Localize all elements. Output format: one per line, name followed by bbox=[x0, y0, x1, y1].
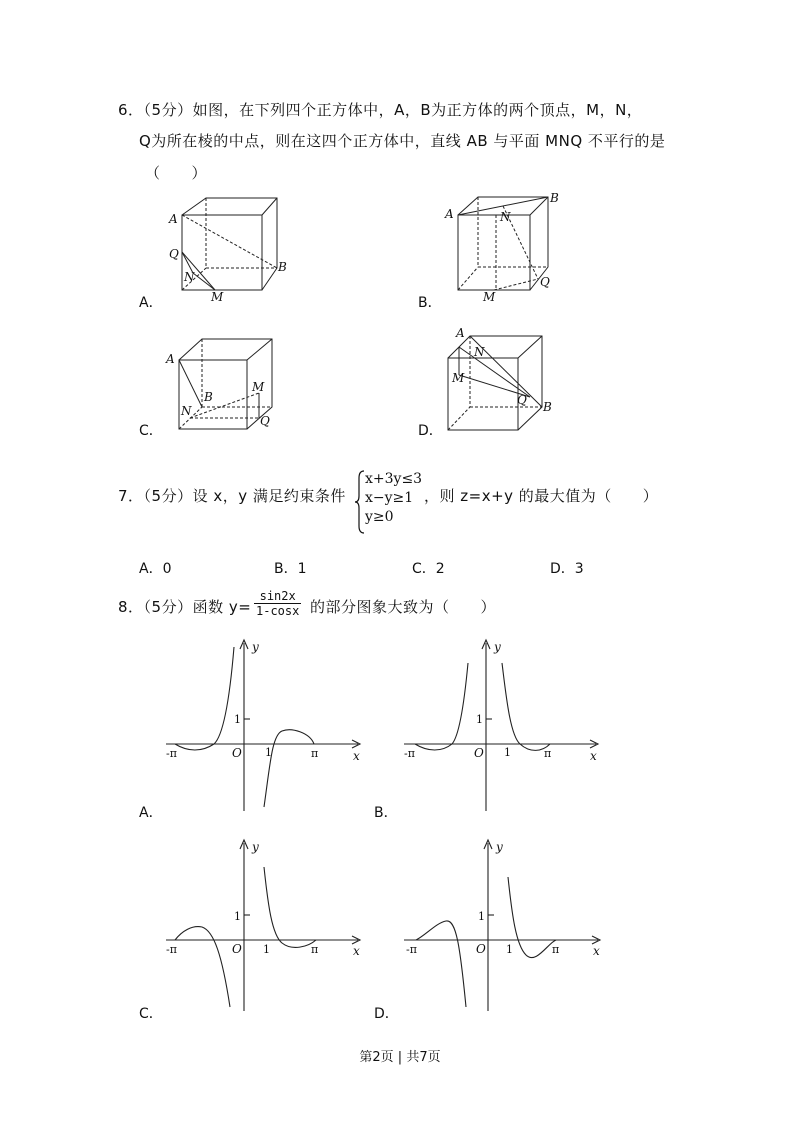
cube-figure-d bbox=[440, 325, 580, 435]
svg-text:π: π bbox=[552, 943, 560, 956]
svg-text:1: 1 bbox=[476, 713, 483, 726]
cube-c-label-n: N bbox=[181, 404, 192, 418]
cube-figure-b bbox=[440, 185, 580, 305]
cube-b-label-a: A bbox=[445, 207, 454, 221]
svg-text:1: 1 bbox=[234, 713, 241, 726]
graph-a bbox=[160, 635, 370, 815]
svg-text:y: y bbox=[494, 640, 501, 654]
q6-line2: Q为所在棱的中点，则在这四个正方体中，直线 AB 与平面 MNQ 不平行的是 bbox=[139, 132, 666, 150]
cube-b-label-m: M bbox=[483, 290, 496, 304]
graph-b bbox=[400, 635, 610, 815]
q8-option-c[interactable]: C． bbox=[139, 1006, 163, 1022]
svg-text:-π: -π bbox=[166, 747, 177, 760]
cube-figure-c bbox=[160, 325, 300, 435]
svg-text:π: π bbox=[544, 747, 552, 760]
svg-text:π: π bbox=[311, 747, 319, 760]
svg-text:O: O bbox=[232, 746, 242, 760]
q8-fraction bbox=[254, 589, 301, 618]
svg-text:O: O bbox=[474, 746, 484, 760]
cube-b-label-q: Q bbox=[540, 275, 550, 289]
q7-option-c[interactable]: C．2 bbox=[412, 561, 445, 577]
q6-option-a[interactable]: A． bbox=[139, 295, 163, 311]
svg-text:x: x bbox=[353, 749, 360, 763]
cube-figure-a bbox=[160, 185, 300, 305]
constraint-1: x+3y≤3 bbox=[365, 471, 423, 487]
svg-text:x: x bbox=[353, 944, 360, 958]
svg-text:1: 1 bbox=[263, 943, 270, 956]
q7-constraints bbox=[365, 470, 422, 527]
svg-text:O: O bbox=[476, 942, 486, 956]
cube-d-label-n: N bbox=[474, 345, 485, 359]
cube-d-label-a: A bbox=[456, 326, 465, 340]
cube-d-label-q: Q bbox=[517, 393, 527, 407]
q8-suffix: 的部分图象大致为（ ） bbox=[310, 598, 497, 616]
q6-line1: 6．（5分）如图，在下列四个正方体中，A，B为正方体的两个顶点，M，N， bbox=[118, 101, 643, 119]
q8-option-d[interactable]: D． bbox=[374, 1006, 399, 1022]
cube-b-label-n: N bbox=[500, 210, 511, 224]
cube-c-label-a: A bbox=[166, 352, 175, 366]
q6-option-c[interactable]: C． bbox=[139, 423, 163, 439]
cube-c-label-m: M bbox=[252, 380, 265, 394]
cube-a-label-a: A bbox=[169, 212, 178, 226]
svg-text:x: x bbox=[593, 944, 600, 958]
cube-a-label-b: B bbox=[278, 260, 287, 274]
svg-text:x: x bbox=[590, 749, 597, 763]
cube-d-label-b: B bbox=[543, 400, 552, 414]
q7-option-d[interactable]: D．3 bbox=[550, 561, 584, 577]
q6-option-d[interactable]: D． bbox=[418, 423, 443, 439]
cube-a-label-q: Q bbox=[169, 247, 179, 261]
svg-text:1: 1 bbox=[504, 746, 511, 759]
q7-option-a[interactable]: A．0 bbox=[139, 561, 172, 577]
svg-text:-π: -π bbox=[166, 943, 177, 956]
fraction-numerator: sin2x bbox=[254, 589, 301, 604]
q7-prefix: 7．（5分）设 x，y 满足约束条件 bbox=[118, 487, 346, 505]
svg-text:O: O bbox=[232, 942, 242, 956]
cube-a-label-m: M bbox=[211, 290, 224, 304]
q8-option-b[interactable]: B． bbox=[374, 805, 398, 821]
graph-d bbox=[400, 835, 610, 1015]
svg-text:1: 1 bbox=[234, 910, 241, 923]
q6-line3: （ ） bbox=[145, 164, 208, 182]
svg-text:-π: -π bbox=[406, 943, 417, 956]
fraction-denominator: 1-cosx bbox=[256, 604, 300, 618]
constraint-3: y≥0 bbox=[365, 509, 394, 525]
svg-text:y: y bbox=[496, 840, 503, 854]
q8-option-a[interactable]: A． bbox=[139, 805, 163, 821]
page-footer: 第2页 | 共7页 bbox=[359, 1050, 441, 1065]
q7-suffix: ，则 z=x+y 的最大值为（ ） bbox=[424, 487, 659, 505]
svg-text:1: 1 bbox=[478, 910, 485, 923]
svg-text:y: y bbox=[252, 640, 259, 654]
svg-text:1: 1 bbox=[506, 943, 513, 956]
cube-b-label-b: B bbox=[550, 191, 559, 205]
constraint-2: x−y≥1 bbox=[365, 490, 414, 506]
q6-option-b[interactable]: B． bbox=[418, 295, 442, 311]
svg-text:y: y bbox=[252, 840, 259, 854]
graph-c bbox=[160, 835, 370, 1015]
q7-option-b[interactable]: B．1 bbox=[274, 561, 307, 577]
svg-text:-π: -π bbox=[404, 747, 415, 760]
cube-d-label-m: M bbox=[452, 371, 465, 385]
svg-text:1: 1 bbox=[265, 746, 272, 759]
q8-prefix: 8．（5分）函数 y= bbox=[118, 598, 252, 616]
svg-text:π: π bbox=[311, 943, 319, 956]
cube-c-label-b: B bbox=[204, 390, 213, 404]
cube-a-label-n: N bbox=[184, 270, 195, 284]
cube-c-label-q: Q bbox=[260, 414, 270, 428]
